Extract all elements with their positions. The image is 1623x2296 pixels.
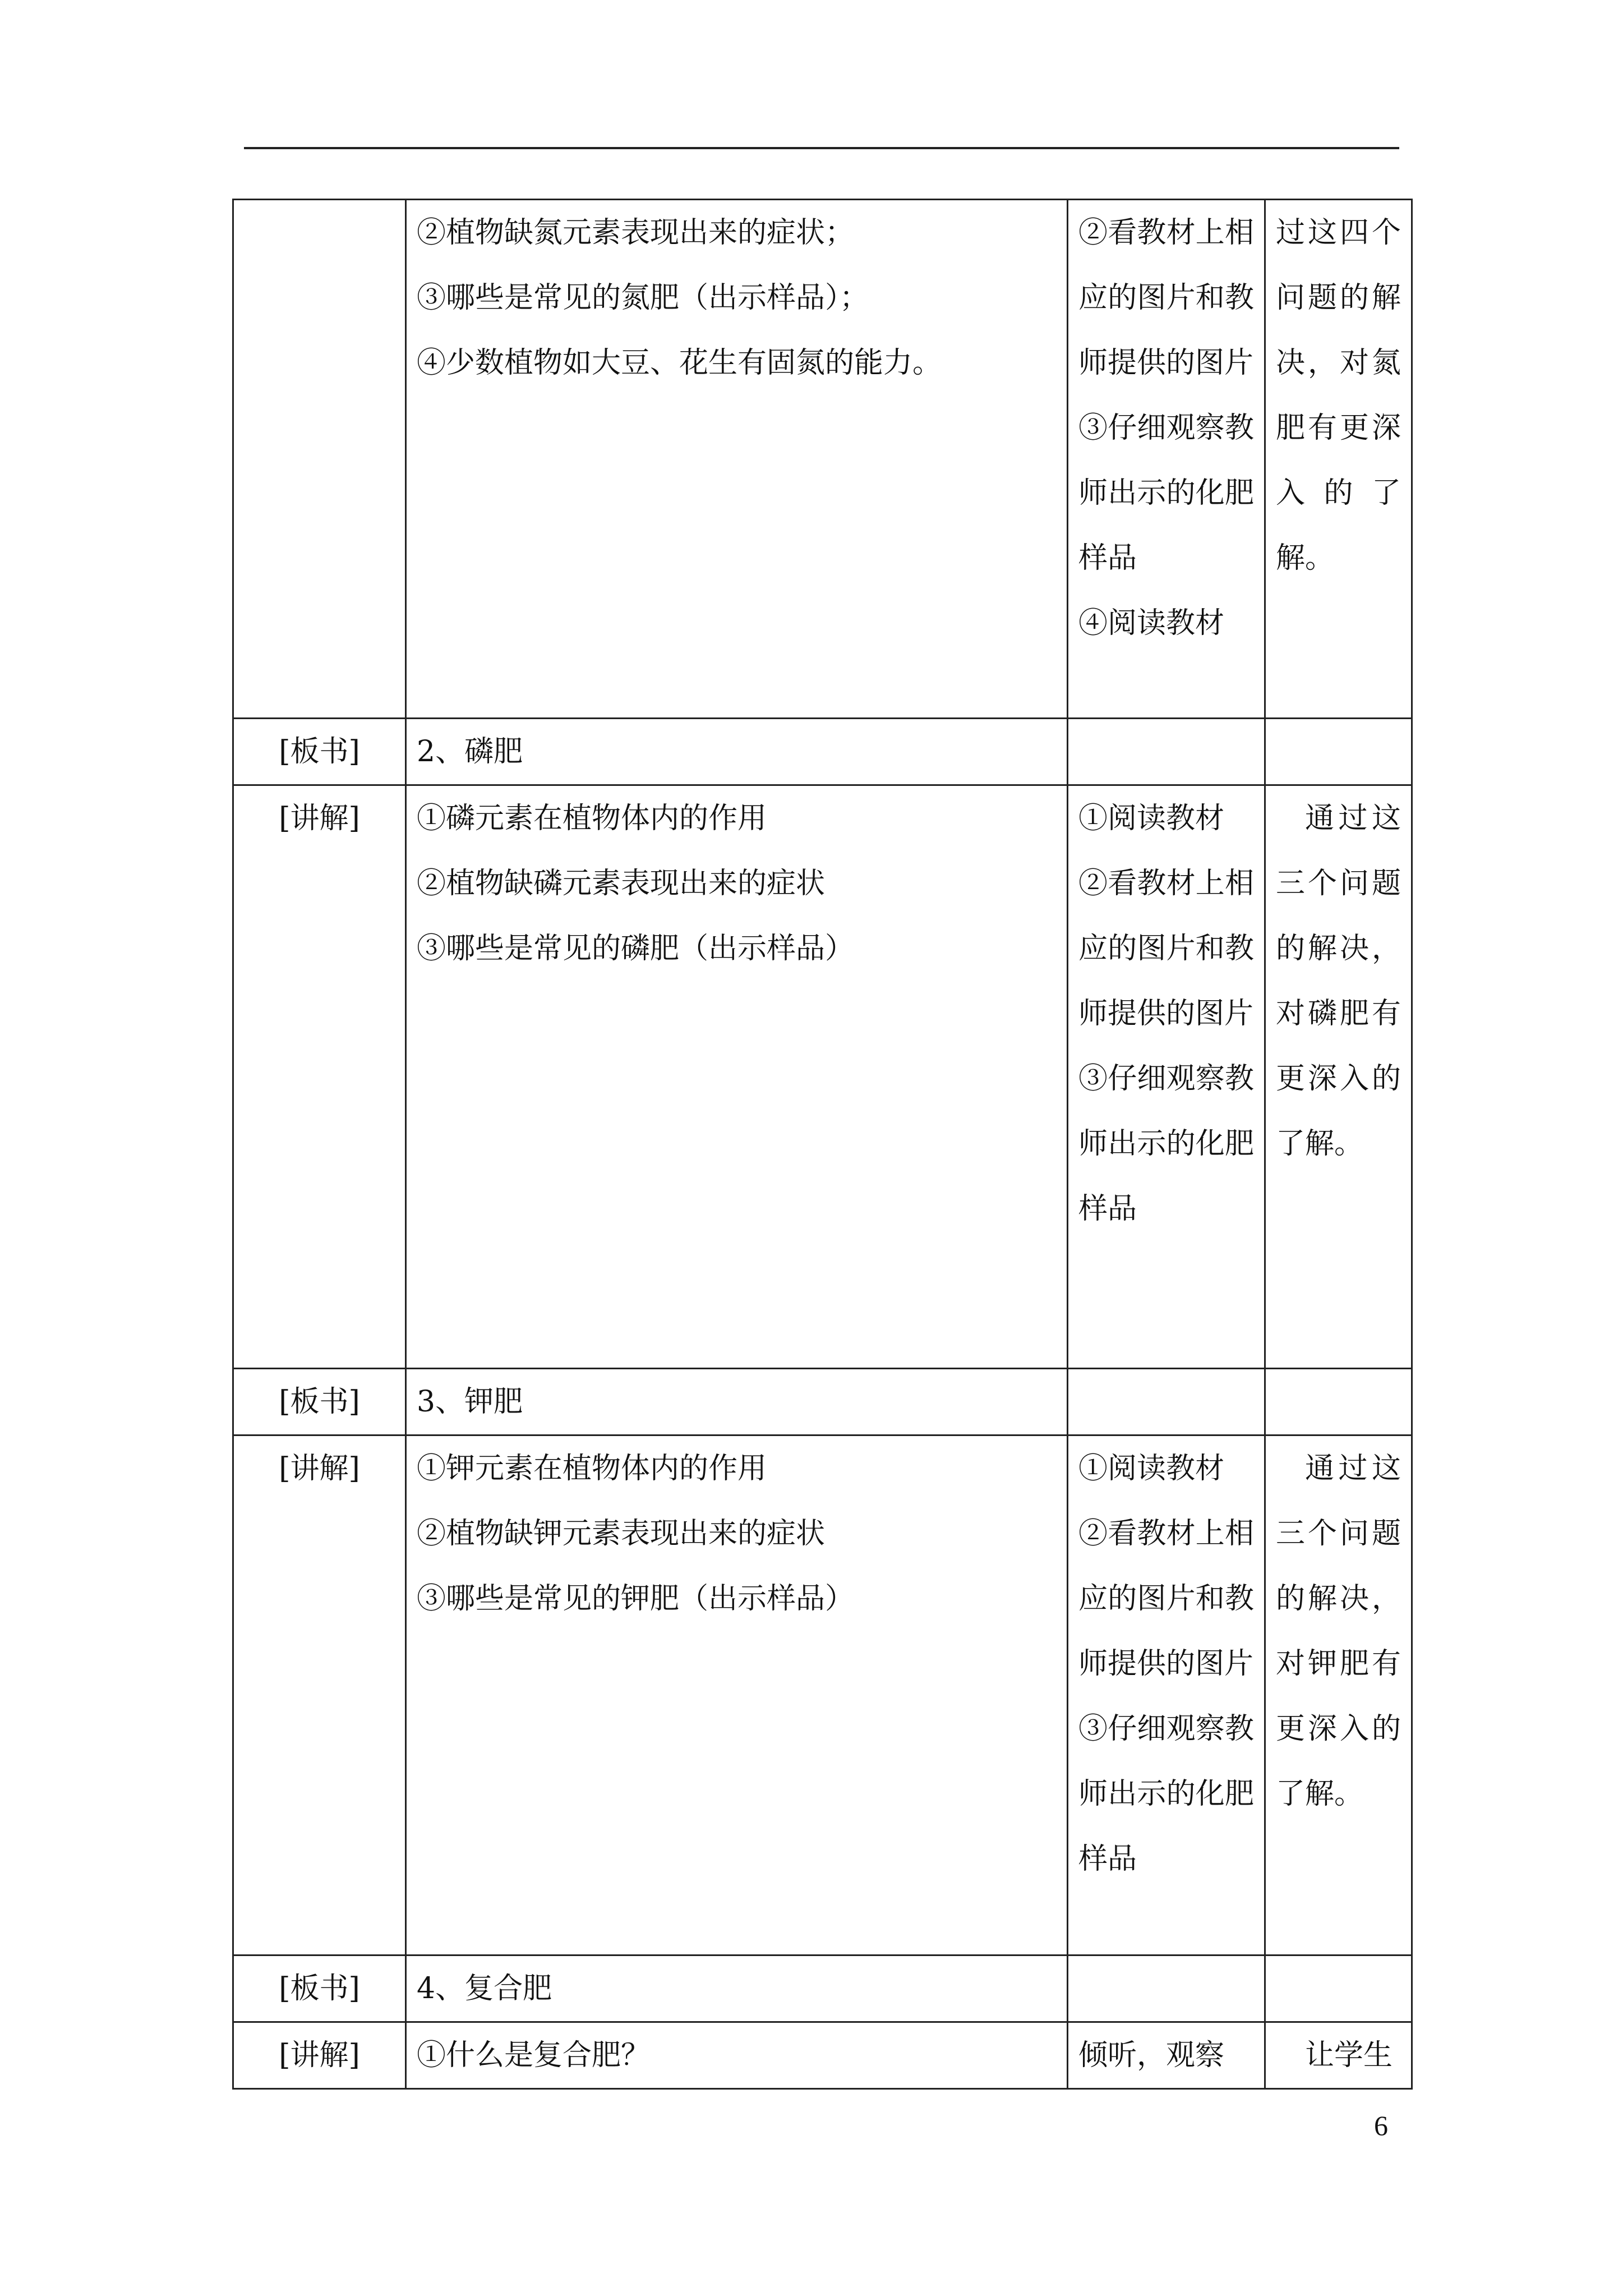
- design-intent-cell: [1265, 1955, 1412, 2022]
- student-activity-cell: [1068, 1369, 1265, 1435]
- student-activity-cell: [1068, 1435, 1265, 1955]
- row-label-cell: [233, 2022, 406, 2089]
- teacher-activity-line: ①什么是复合肥？: [417, 2039, 651, 2072]
- lesson-plan-table: [232, 199, 1413, 2090]
- student-activity-item: ③仔细观察教师出示的化肥样品: [1078, 1712, 1254, 1876]
- teacher-activity-line: ②植物缺磷元素表现出来的症状: [417, 867, 826, 900]
- table-row: [233, 1369, 1412, 1435]
- teacher-activity-line: ②植物缺钾元素表现出来的症状: [417, 1517, 826, 1550]
- student-activity-cell: [1068, 1955, 1265, 2022]
- teacher-activity-line: ③哪些是常见的磷肥（出示样品）: [417, 932, 855, 965]
- design-intent-cell: [1265, 2022, 1412, 2089]
- student-activity-item: ②看教材上相应的图片和教师提供的图片: [1078, 867, 1254, 1030]
- row-label: [讲解]: [279, 2039, 360, 2072]
- teacher-activity-cell: [406, 1435, 1068, 1955]
- teacher-activity-line: ③哪些是常见的钾肥（出示样品）: [417, 1582, 855, 1616]
- row-label-cell: [233, 1435, 406, 1955]
- design-intent-cell: [1265, 1369, 1412, 1435]
- design-intent-cell: [1265, 1435, 1412, 1955]
- teacher-activity-line: ①磷元素在植物体内的作用: [417, 802, 767, 835]
- row-label-cell: [233, 1955, 406, 2022]
- design-intent-cell: [1265, 785, 1412, 1369]
- student-activity-cell: [1068, 719, 1265, 785]
- student-activity-cell: [1068, 2022, 1265, 2089]
- student-activity-item: 倾听，观察: [1078, 2039, 1225, 2072]
- teacher-activity-line: 4、复合肥: [417, 1972, 552, 2005]
- student-activity-item: ①阅读教材: [1078, 802, 1225, 835]
- table-body: [233, 200, 1412, 2089]
- header-rule: [244, 147, 1399, 149]
- design-intent-cell: [1265, 200, 1412, 719]
- teacher-activity-cell: [406, 785, 1068, 1369]
- teacher-activity-cell: [406, 719, 1068, 785]
- design-intent-text: 过这四个问题的解决，对氮肥有更深入的了解。: [1276, 216, 1401, 575]
- row-label-cell: [233, 719, 406, 785]
- table-row: [233, 719, 1412, 785]
- row-label: [板书]: [279, 735, 360, 769]
- student-activity-item: ①阅读教材: [1078, 1452, 1225, 1485]
- teacher-activity-line: ③哪些是常见的氮肥（出示样品）；: [417, 281, 869, 315]
- student-activity-item: ④阅读教材: [1078, 606, 1225, 640]
- table-row: [233, 1955, 1412, 2022]
- table-row: [233, 785, 1412, 1369]
- teacher-activity-line: ①钾元素在植物体内的作用: [417, 1452, 767, 1485]
- student-activity-cell: [1068, 785, 1265, 1369]
- teacher-activity-line: ④少数植物如大豆、花生有固氮的能力。: [417, 346, 942, 380]
- table-row: [233, 2022, 1412, 2089]
- teacher-activity-cell: [406, 200, 1068, 719]
- teacher-activity-cell: [406, 2022, 1068, 2089]
- student-activity-item: ②看教材上相应的图片和教师提供的图片: [1078, 1517, 1254, 1681]
- page-number: 6: [1374, 2110, 1388, 2141]
- teacher-activity-cell: [406, 1369, 1068, 1435]
- design-intent-cell: [1265, 719, 1412, 785]
- design-intent-text: 通过这三个问题的解决，对磷肥有更深入的了解。: [1276, 802, 1401, 1161]
- row-label-cell: [233, 785, 406, 1369]
- row-label-cell: [233, 1369, 406, 1435]
- table-row: [233, 200, 1412, 719]
- row-label: [讲解]: [279, 1452, 360, 1485]
- row-label: [板书]: [279, 1385, 360, 1419]
- row-label: [板书]: [279, 1972, 360, 2005]
- student-activity-cell: [1068, 200, 1265, 719]
- teacher-activity-cell: [406, 1955, 1068, 2022]
- design-intent-text: 让学生: [1305, 2039, 1393, 2072]
- student-activity-item: ②看教材上相应的图片和教师提供的图片: [1078, 216, 1254, 380]
- row-label: [讲解]: [279, 802, 360, 835]
- student-activity-item: ③仔细观察教师出示的化肥样品: [1078, 1062, 1254, 1226]
- teacher-activity-line: 2、磷肥: [417, 735, 523, 769]
- teacher-activity-line: 3、钾肥: [417, 1385, 523, 1419]
- table-row: [233, 1435, 1412, 1955]
- row-label-cell: [233, 200, 406, 719]
- student-activity-item: ③仔细观察教师出示的化肥样品: [1078, 411, 1254, 575]
- design-intent-text: 通过这三个问题的解决，对钾肥有更深入的了解。: [1276, 1452, 1401, 1811]
- teacher-activity-line: ②植物缺氮元素表现出来的症状；: [417, 216, 855, 250]
